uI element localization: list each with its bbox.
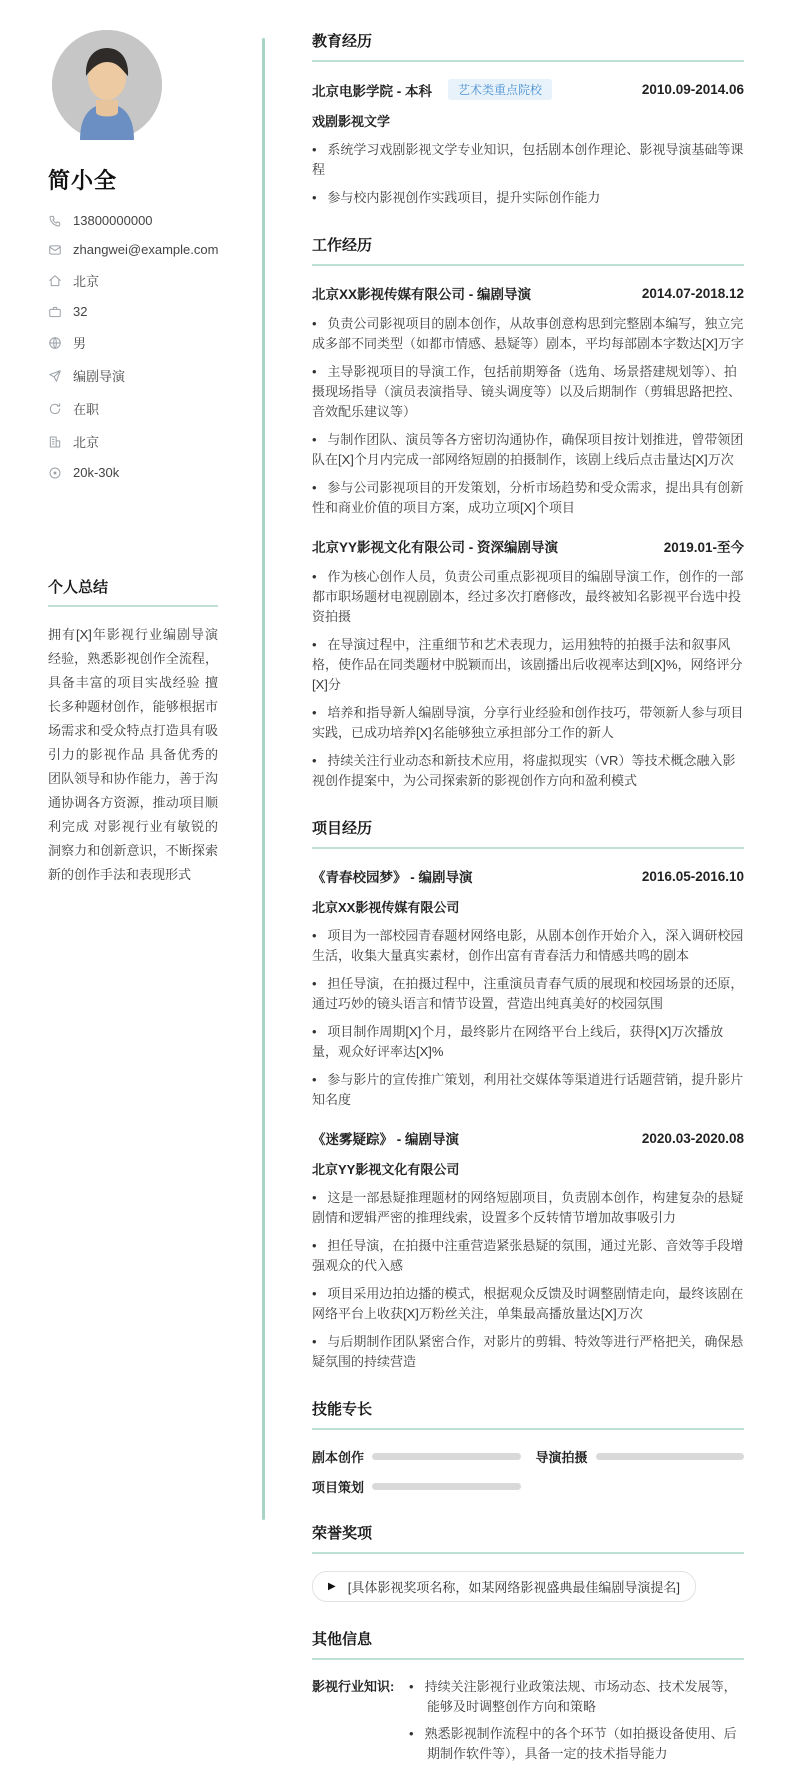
summary-section — [48, 576, 218, 887]
project-bullet: • 参与影片的宣传推广策划，利用社交媒体等渠道进行话题营销，提升影片知名度 — [312, 1070, 744, 1110]
briefcase-icon — [48, 305, 62, 319]
avatar — [52, 30, 162, 140]
work-entry — [312, 283, 744, 518]
project-bullet: • 项目采用边拍边播的模式，根据观众反馈及时调整剧情走向，最终该剧在网络平台上收获[X]万粉丝关注，单集最高播放量达[X]万次 — [312, 1284, 744, 1324]
work-section — [312, 234, 744, 791]
awards-title: 荣誉奖项 — [312, 1522, 744, 1554]
work-date: 2014.07-2018.12 — [641, 285, 744, 301]
contact-gender — [48, 333, 218, 352]
skills-section — [312, 1398, 744, 1496]
contact-position — [48, 366, 218, 385]
skills-title: 技能专长 — [312, 1398, 744, 1430]
other-row — [312, 1677, 744, 1771]
other-label: 影视行业知识: — [312, 1679, 395, 1694]
skill-label: 导演拍摄 — [535, 1450, 588, 1465]
awards-section — [312, 1522, 744, 1602]
contact-age-value: 32 — [73, 304, 88, 319]
summary-title: 个人总结 — [48, 576, 218, 607]
building-icon — [48, 435, 62, 449]
skill-bar — [372, 1483, 521, 1490]
school-name: 北京电影学院 - 本科 — [312, 83, 432, 99]
education-section — [312, 30, 744, 208]
project-entry — [312, 1128, 744, 1372]
person-name: 简小全 — [48, 168, 118, 193]
contact-phone — [48, 213, 218, 228]
project-name: 《迷雾疑踪》 - 编剧导演 — [312, 1132, 459, 1147]
projects-section — [312, 817, 744, 1372]
phone-icon — [48, 214, 62, 228]
contact-phone-value: 13800000000 — [73, 213, 153, 228]
contact-list — [48, 213, 218, 480]
skill-item — [536, 1447, 745, 1466]
education-date: 2010.09-2014.06 — [641, 82, 744, 97]
work-bullet: • 参与公司影视项目的开发策划，分析市场趋势和受众需求，提出具有创新性和商业价值的项目方案，成功立项[X]个项目 — [312, 478, 744, 518]
project-company: 北京XX影视传媒有限公司 — [312, 900, 460, 915]
contact-location — [48, 271, 218, 290]
sidebar — [0, 0, 262, 1558]
major-name: 戏剧影视文学 — [312, 114, 391, 129]
refresh-icon — [48, 402, 62, 416]
company-role: 北京YY影视文化有限公司 - 资深编剧导演 — [312, 540, 559, 555]
target-icon — [48, 466, 62, 480]
work-bullet: • 与制作团队、演员等各方密切沟通协作，确保项目按计划推进，曾带领团队在[X]个月内完成一部网络短剧的拍摄制作，该剧上线后点击量达[X]万次 — [312, 430, 744, 470]
contact-gender-value: 男 — [73, 336, 87, 351]
school-badge: 艺术类重点院校 — [448, 79, 552, 100]
project-company: 北京YY影视文化有限公司 — [312, 1162, 460, 1177]
globe-icon — [48, 336, 62, 350]
work-bullet: • 负责公司影视项目的剧本创作，从故事创意构思到完整剧本编写，独立完成多部不同类型（如都市情感、悬疑等）剧本，平均每部剧本字数达[X]万字 — [312, 314, 744, 354]
project-entry — [312, 866, 744, 1110]
summary-text: 拥有[X]年影视行业编剧导演经验，熟悉影视创作全流程，具备丰富的项目实战经验 擅长多种题材创作，能够根据市场需求和受众特点打造具有吸引力的影视作品 具备优秀的团队领导和协作能力，善于沟通协调各方资源，推动项目顺利完成 对影视行业有敏锐的洞察力和创新意识，不断探索新的创作手法和表现形式 — [48, 627, 218, 882]
education-entry — [312, 79, 744, 208]
avatar-photo-placeholder — [52, 30, 162, 140]
award-item — [312, 1571, 696, 1602]
other-bullet: • 持续关注影视行业政策法规、市场动态、技术发展等，能够及时调整创作方向和策略 — [409, 1677, 744, 1717]
project-bullet: • 担任导演，在拍摄过程中，注重演员青春气质的展现和校园场景的还原，通过巧妙的镜头语言和情节设置，营造出纯真美好的校园氛围 — [312, 974, 744, 1014]
skill-label: 剧本创作 — [312, 1450, 365, 1465]
work-bullet: • 持续关注行业动态和新技术应用，将虚拟现实（VR）等技术概念融入影视创作提案中，为公司探索新的影视创作方向和盈利模式 — [312, 751, 744, 791]
work-bullet: • 作为核心创作人员，负责公司重点影视项目的编剧导演工作，创作的一部都市职场题材电视剧剧本，经过多次打磨修改，最终被知名影视平台选中投资拍摄 — [312, 567, 744, 627]
work-bullet: • 主导影视项目的导演工作，包括前期筹备（选角、场景搭建规划等）、拍摄现场指导（演员表演指导、镜头调度等）以及后期制作（剪辑思路把控、音效配乐建议等） — [312, 362, 744, 422]
award-text: [具体影视奖项名称，如某网络影视盛典最佳编剧导演提名] — [347, 1580, 680, 1595]
contact-salary-value: 20k-30k — [73, 465, 120, 480]
mail-icon — [48, 243, 62, 257]
education-title: 教育经历 — [312, 30, 744, 62]
contact-position-value: 编剧导演 — [73, 369, 126, 384]
project-bullet: • 这是一部悬疑推理题材的网络短剧项目，负责剧本创作，构建复杂的悬疑剧情和逻辑严密的推理线索，设置多个反转情节增加故事吸引力 — [312, 1188, 744, 1228]
work-title: 工作经历 — [312, 234, 744, 266]
contact-age — [48, 304, 218, 319]
skill-bar — [372, 1453, 521, 1460]
contact-city — [48, 432, 218, 451]
skill-item — [312, 1477, 521, 1496]
work-date: 2019.01-至今 — [663, 540, 744, 555]
home-icon — [48, 274, 62, 288]
education-bullet: • 参与校内影视创作实践项目，提升实际创作能力 — [312, 188, 744, 208]
project-bullet: • 项目制作周期[X]个月，最终影片在网络平台上线后，获得[X]万次播放量，观众好评率达[X]% — [312, 1022, 744, 1062]
contact-salary — [48, 465, 218, 480]
company-role: 北京XX影视传媒有限公司 - 编剧导演 — [312, 287, 532, 302]
project-date: 2020.03-2020.08 — [641, 1130, 744, 1146]
work-bullet: • 在导演过程中，注重细节和艺术表现力，运用独特的拍摄手法和叙事风格，使作品在同类题材中脱颖而出，该剧播出后收视率达到[X]%，网络评分[X]分 — [312, 635, 744, 695]
work-entry — [312, 536, 744, 791]
projects-title: 项目经历 — [312, 817, 744, 849]
play-triangle-icon: ▶ — [328, 1580, 336, 1592]
skill-label: 项目策划 — [312, 1480, 365, 1495]
main-content — [265, 0, 794, 1761]
project-name: 《青春校园梦》 - 编剧导演 — [312, 870, 473, 885]
other-bullet: • 熟悉影视制作流程中的各个环节（如拍摄设备使用、后期制作软件等），具备一定的技术指导能力 — [409, 1724, 744, 1764]
contact-status — [48, 399, 218, 418]
project-date: 2016.05-2016.10 — [641, 868, 744, 884]
other-title: 其他信息 — [312, 1628, 744, 1660]
project-bullet: • 与后期制作团队紧密合作，对影片的剪辑、特效等进行严格把关，确保悬疑氛围的持续营造 — [312, 1332, 744, 1372]
skill-bar — [596, 1453, 745, 1460]
paper-plane-icon — [48, 369, 62, 383]
work-bullet: • 培养和指导新人编剧导演，分享行业经验和创作技巧，带领新人参与项目实践，已成功培养[X]名能够独立承担部分工作的新人 — [312, 703, 744, 743]
project-bullet: • 项目为一部校园青春题材网络电影，从剧本创作开始介入，深入调研校园生活，收集大量真实素材，创作出富有青春活力和情感共鸣的剧本 — [312, 926, 744, 966]
other-section — [312, 1628, 744, 1771]
contact-location-value: 北京 — [73, 274, 100, 289]
education-bullet: • 系统学习戏剧影视文学专业知识，包括剧本创作理论、影视导演基础等课程 — [312, 140, 744, 180]
contact-status-value: 在职 — [73, 402, 100, 417]
contact-email — [48, 242, 218, 257]
contact-email-value: zhangwei@example.com — [73, 242, 219, 257]
project-bullet: • 担任导演，在拍摄中注重营造紧张悬疑的氛围，通过光影、音效等手段增强观众的代入感 — [312, 1236, 744, 1276]
skill-item — [312, 1447, 521, 1466]
contact-city-value: 北京 — [73, 435, 100, 450]
